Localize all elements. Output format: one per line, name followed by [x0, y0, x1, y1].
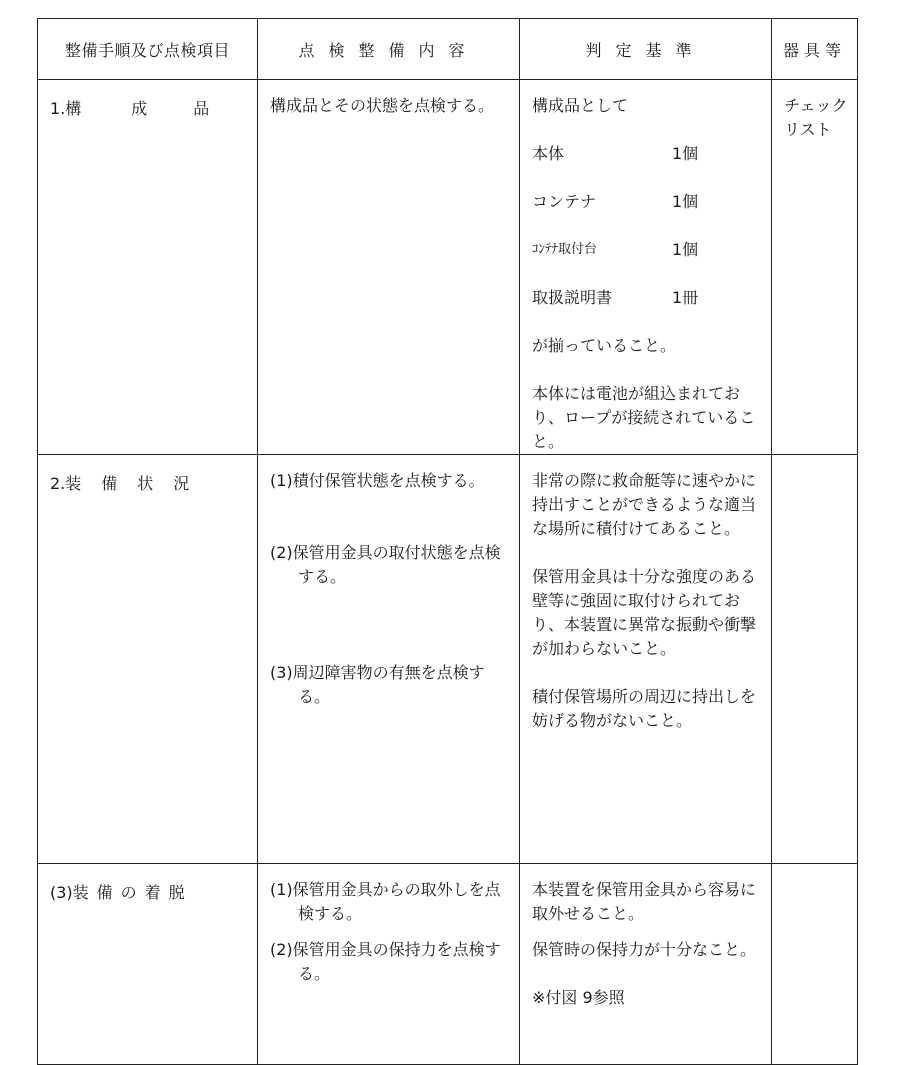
header-row: [38, 19, 858, 80]
item-label: 装備状況: [65, 474, 210, 493]
criteria-text: 本装置を保管用金具から容易に取外せること。: [532, 880, 757, 923]
component-name: コンテナ: [532, 192, 597, 211]
component-name: 取扱説明書: [532, 288, 613, 307]
table-row: [38, 80, 858, 455]
inspection-sheet: [37, 18, 857, 1007]
item-cell: [38, 455, 258, 864]
item-title: [38, 455, 257, 494]
component-name: 本体: [532, 144, 565, 163]
table-row: [38, 455, 858, 864]
item-char-b: 成: [131, 99, 148, 118]
item-char-a: 構: [65, 99, 92, 118]
component-list: [520, 118, 771, 334]
reference-note: ※付図 9参照: [532, 988, 625, 1007]
component-qty: 1冊: [672, 288, 699, 307]
item-title: [38, 864, 257, 903]
content-text: 構成品とその状態を点検する。: [270, 96, 495, 115]
component-name: ｺﾝﾃﾅ取付台: [532, 242, 598, 257]
header-criteria: 判定基準: [520, 19, 772, 80]
criteria-cell: [520, 455, 772, 864]
list-item: [532, 190, 765, 214]
criteria-cell: [520, 864, 772, 1065]
header-content: 点検整備内容: [258, 19, 520, 80]
component-qty: 1個: [672, 144, 699, 163]
tool-cell: [772, 80, 858, 455]
item-char-c: 品: [193, 99, 210, 118]
item-number: (3): [50, 883, 73, 902]
content-text: (1)保管用金具からの取外しを点検する。: [270, 880, 501, 923]
list-item: [532, 286, 765, 310]
criteria-extra: 本体には電池が組込まれており、ロープが接続されていること。: [532, 384, 756, 451]
content-cell: [258, 864, 520, 1065]
criteria-outro: が揃っていること。: [532, 336, 677, 355]
criteria-text: 保管用金具は十分な強度のある壁等に強固に取付けられており、本装置に異常な振動や衝撃が加わらないこと。: [532, 567, 757, 658]
component-qty: 1個: [672, 240, 699, 259]
content-text: (3)周辺障害物の有無を点検する。: [270, 663, 485, 706]
tool-text: チェック リスト: [784, 96, 848, 139]
content-text: (1)積付保管状態を点検する。: [270, 471, 485, 490]
tool-cell: [772, 864, 858, 1065]
criteria-text: 非常の際に救命艇等に速やかに持出すことができるような適当な場所に積付けてあること。: [532, 471, 757, 538]
list-item: [532, 238, 765, 262]
component-qty: 1個: [672, 192, 699, 211]
content-text: (2)保管用金具の保持力を点検する。: [270, 940, 501, 983]
content-cell: [258, 80, 520, 455]
item-number: 1.: [50, 99, 66, 118]
item-title: [38, 80, 257, 119]
item-cell: [38, 80, 258, 455]
item-cell: [38, 864, 258, 1065]
criteria-cell: [520, 80, 772, 455]
item-number: 2.: [50, 474, 66, 493]
criteria-text: 積付保管場所の周辺に持出しを妨げる物がないこと。: [532, 687, 757, 730]
table-row: [38, 864, 858, 1065]
inspection-table: [37, 18, 858, 1065]
header-tools: 器具等: [772, 19, 858, 80]
criteria-text: 保管時の保持力が十分なこと。: [532, 940, 757, 959]
content-text: (2)保管用金具の取付状態を点検する。: [270, 543, 501, 586]
criteria-intro: 構成品として: [532, 96, 629, 115]
tool-cell: [772, 455, 858, 864]
header-procedure: 整備手順及び点検項目: [38, 19, 258, 80]
item-label: 装備の着脱: [72, 883, 193, 902]
list-item: [532, 142, 765, 166]
content-cell: [258, 455, 520, 864]
